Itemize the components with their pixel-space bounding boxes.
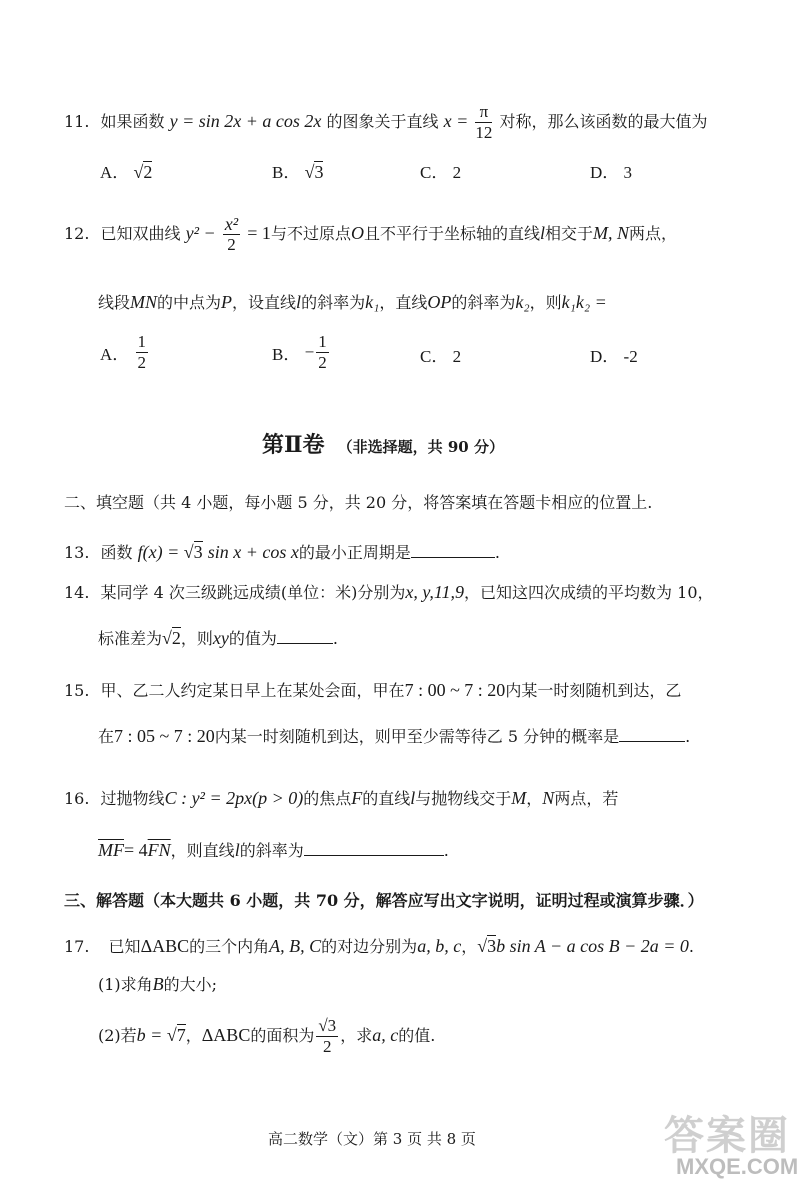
- question-12-line2: 线段MN的中点为P，设直线l的斜率为k₁，直线OP的斜率为k₂，则k₁k₂ =: [98, 292, 607, 312]
- q15-answer-blank: [619, 727, 685, 742]
- watermark-logo: 答案圈: [664, 1112, 790, 1159]
- q11-option-c: C． 2: [420, 163, 462, 182]
- q16-answer-blank: [304, 841, 444, 856]
- q11-option-a: A． √2: [100, 162, 153, 182]
- q11-fraction: $\frac{\pi}{12}$: [475, 102, 493, 142]
- section-3-instructions: 三、解答题（本大题共 6 小题，共 70 分，解答应写出文字说明，证明过程或演算步骤．）: [64, 891, 704, 910]
- q12-option-a: A． $\frac{1}{2}$: [100, 332, 147, 372]
- question-11: 11. 如果函数 y = sin 2x + a cos 2x 的图象关于直线 x = $\frac{\pi}{12}$ 对称，那么该函数的最大值为: [64, 102, 708, 142]
- q11-option-d: D． 3: [590, 163, 633, 182]
- question-14-line2: 标准差为√2，则xy的值为 .: [98, 628, 339, 648]
- question-15: 15. 甲、乙二人约定某日早上在某处会面，甲在7 : 00 ~ 7 : 20内某一时刻随机到达，乙: [64, 680, 682, 700]
- q13-answer-blank: [411, 543, 495, 558]
- section-2-instructions: 二、填空题（共 4 小题，每小题 5 分，共 20 分，将答案填在答题卡相应的位置上.: [64, 493, 653, 512]
- question-15-line2: 在7 : 05 ~ 7 : 20内某一时刻随机到达，则甲至少需等待乙 5 分钟的概率是 .: [98, 726, 691, 746]
- question-16: 16. 过抛物线C : y² = 2px(p > 0)的焦点F的直线l与抛物线交于M，N两点，若: [64, 788, 619, 808]
- question-14: 14. 某同学 4 次三级跳远成绩(单位：米)分别为x, y,11,9，已知这四次成绩的平均数为 10，: [64, 582, 714, 602]
- question-17-part-1: (1)求角B的大小;: [98, 974, 218, 994]
- watermark-url: MXQE.COM: [676, 1154, 799, 1179]
- part-2-heading: 第Ⅱ卷 （非选择题，共 90 分）: [262, 432, 504, 458]
- q14-answer-blank: [277, 629, 333, 644]
- q12-option-b: B． − $\frac{1}{2}$: [272, 332, 327, 372]
- question-13: 13. 函数 f(x) = √3 sin x + cos x的最小正周期是 .: [64, 542, 500, 562]
- question-12: 12. 已知双曲线 y² − $\frac{\text{x²}}{2}$ = 1与不过原点O且不平行于坐标轴的直线l相交于M, N两点，: [64, 214, 678, 254]
- question-17-part-2: (2)若b = √7，ΔABC的面积为 $\frac{√3}{2}$ ，求a, c的值.: [98, 1016, 436, 1056]
- q12-option-d: D． -2: [590, 347, 638, 366]
- question-17: 17. 已知ΔABC的三个内角A, B, C的对边分别为a, b, c，√3b sin A − a cos B − 2a = 0.: [64, 936, 694, 956]
- question-16-line2: $\overline{MF}= 4\overline{FN}$，则直线l的斜率为 .: [98, 840, 449, 860]
- page-footer: 高二数学（文）第 3 页 共 8 页: [268, 1130, 476, 1148]
- q11-option-b: B． √3: [272, 162, 324, 182]
- q12-option-c: C． 2: [420, 347, 462, 366]
- q11-function-expr: y = sin 2x + a cos 2x: [169, 111, 322, 131]
